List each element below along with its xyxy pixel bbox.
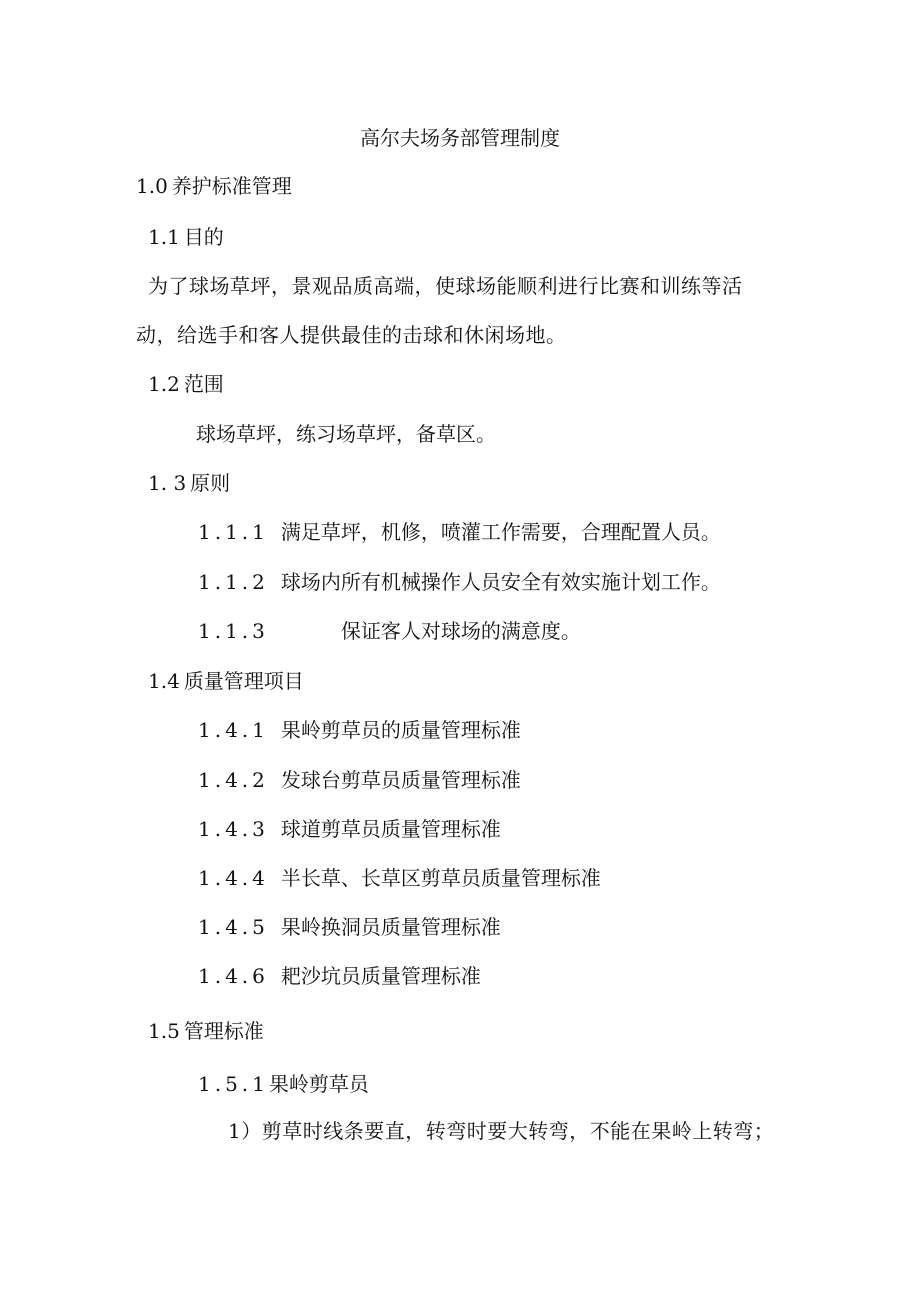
section-1-2-body: 球场草坪，练习场草坪，备草区。 bbox=[196, 422, 496, 446]
item-number: 1.1.1 bbox=[198, 520, 269, 544]
item-number: 1.4.4 bbox=[198, 866, 269, 890]
section-1-5-heading bbox=[148, 1017, 264, 1045]
list-item bbox=[228, 1117, 774, 1145]
quality-item bbox=[198, 716, 521, 744]
quality-item bbox=[198, 962, 481, 990]
section-title: 原则 bbox=[190, 471, 231, 495]
section-title: 目的 bbox=[183, 225, 224, 249]
item-text: 发球台剪草员质量管理标准 bbox=[280, 768, 521, 792]
quality-item bbox=[198, 766, 521, 794]
section-1-1-body-line-2: 动，给选手和客人提供最佳的击球和休闲场地。 bbox=[136, 323, 567, 347]
section-1-1-heading bbox=[148, 223, 224, 251]
principle-item bbox=[198, 568, 721, 596]
document-title: 高尔夫场务部管理制度 bbox=[360, 126, 560, 150]
principle-item bbox=[198, 617, 581, 645]
item-number: 1.1.3 bbox=[198, 619, 269, 643]
item-number: 1.4.1 bbox=[198, 718, 269, 742]
item-text: 果岭剪草员的质量管理标准 bbox=[280, 718, 521, 742]
item-text: 剪草时线条要直，转弯时要大转弯，不能在果岭上转弯； bbox=[261, 1119, 775, 1143]
section-title: 范围 bbox=[183, 372, 224, 396]
item-number: 1.4.2 bbox=[198, 768, 269, 792]
item-number: 1） bbox=[228, 1119, 262, 1143]
section-title: 养护标准管理 bbox=[171, 174, 292, 198]
section-1-3-heading bbox=[148, 469, 230, 497]
item-number: 1.4.5 bbox=[198, 915, 269, 939]
section-title: 质量管理项目 bbox=[183, 669, 304, 693]
section-number: 1.1 bbox=[148, 225, 180, 249]
quality-item bbox=[198, 815, 501, 843]
item-text: 保证客人对球场的满意度。 bbox=[340, 619, 581, 643]
section-number: 1. 3 bbox=[148, 471, 187, 495]
item-text: 球道剪草员质量管理标准 bbox=[280, 817, 501, 841]
section-number: 1.0 bbox=[136, 174, 168, 198]
item-text: 果岭换洞员质量管理标准 bbox=[280, 915, 501, 939]
section-number: 1.5.1 bbox=[198, 1072, 269, 1096]
section-number: 1.5 bbox=[148, 1019, 180, 1043]
section-title: 果岭剪草员 bbox=[268, 1072, 369, 1096]
section-title: 管理标准 bbox=[183, 1019, 264, 1043]
item-text: 满足草坪，机修，喷灌工作需要，合理配置人员。 bbox=[280, 520, 721, 544]
section-number: 1.4 bbox=[148, 669, 180, 693]
item-text: 球场内所有机械操作人员安全有效实施计划工作。 bbox=[280, 570, 721, 594]
item-text: 耙沙坑员质量管理标准 bbox=[280, 964, 481, 988]
section-1-5-1-heading bbox=[198, 1070, 369, 1098]
item-number: 1.4.3 bbox=[198, 817, 269, 841]
item-number: 1.4.6 bbox=[198, 964, 269, 988]
quality-item bbox=[198, 864, 601, 892]
principle-item bbox=[198, 518, 721, 546]
section-1-4-heading bbox=[148, 667, 304, 695]
quality-item bbox=[198, 913, 501, 941]
section-number: 1.2 bbox=[148, 372, 180, 396]
section-1-1-body-line-1: 为了球场草坪，景观品质高端，使球场能顺利进行比赛和训练等活 bbox=[148, 274, 743, 298]
section-1-2-heading bbox=[148, 370, 224, 398]
item-text: 半长草、长草区剪草员质量管理标准 bbox=[280, 866, 601, 890]
item-number: 1.1.2 bbox=[198, 570, 269, 594]
section-1-0-heading bbox=[136, 172, 292, 200]
